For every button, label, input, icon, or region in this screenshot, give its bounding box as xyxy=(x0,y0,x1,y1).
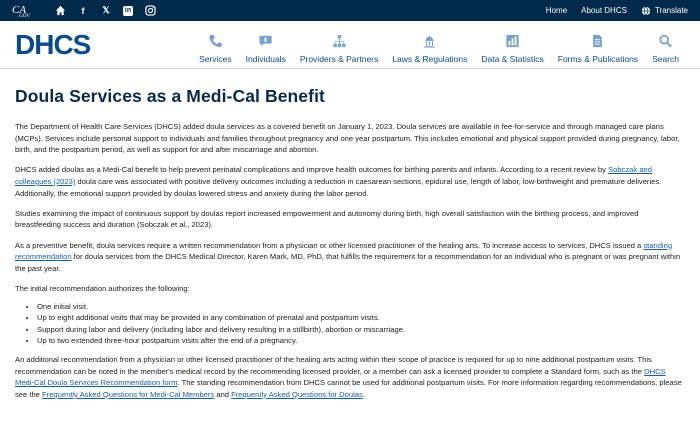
search-icon xyxy=(658,34,674,48)
x-icon[interactable]: 𝕏 xyxy=(102,5,110,15)
org-chart-icon xyxy=(331,34,347,48)
list-item: • One initial visit. xyxy=(37,301,685,312)
instagram-icon[interactable] xyxy=(144,5,156,17)
list-item: • Up to eight additional visits that may be provided in any combination of prenatal and postpartum visits. xyxy=(37,312,685,323)
social-links xyxy=(54,5,156,17)
ca-gov-logo[interactable]: CA .GOV xyxy=(12,4,31,19)
utility-bar xyxy=(0,0,700,21)
studies-paragraph: Studies examining the impact of continuous support by doulas report increased empowerment and autonomy during birth, high overall satisfaction with the birthing process, and improved breastfeeding success and duration (Sobczak et al., 2023). xyxy=(15,208,639,230)
nav-services[interactable]: Services xyxy=(192,34,239,64)
translate-button[interactable] xyxy=(641,6,688,16)
bar-chart-icon xyxy=(505,34,521,48)
sobczak-link[interactable]: Sobczak and colleagues (2023) xyxy=(15,165,652,186)
translate-label: Translate xyxy=(654,6,688,15)
globe-icon xyxy=(641,6,651,16)
intro-paragraph: The Department of Health Care Services (DHCS) added doula services as a covered benefit on January 1, 2023. Doula services are available in fee-for-service and through managed care plans (MCPs). Services include personal support to individuals and families throughout pregnancy and one year postpartum. This includes emotional and physical support provided during pregnancy, labor, birth, and the postpartum period, as well as support for and after miscarriage and abortion. xyxy=(15,122,680,155)
dhcs-logo[interactable]: DHCS xyxy=(15,28,91,60)
authorization-list xyxy=(37,301,685,346)
faq-members-link[interactable]: Frequently Asked Questions for Medi-Cal Members xyxy=(42,389,215,399)
facebook-icon[interactable]: f xyxy=(81,5,85,16)
list-item: • Up to two extended three-hour postpartum visits after the end of a pregnancy. xyxy=(37,335,685,346)
nav-data-statistics[interactable]: Data & Statistics xyxy=(474,34,550,64)
nav-laws-regulations[interactable]: Laws & Regulations xyxy=(385,34,474,64)
standing-recommendation-link[interactable]: standing recommendation xyxy=(15,240,673,262)
recommendation-form-link[interactable]: DHCS Medi-Cal Doula Services Recommendation form xyxy=(15,366,666,388)
main-content xyxy=(0,86,700,400)
site-header xyxy=(0,21,700,69)
speech-bubble-icon xyxy=(258,34,274,48)
home-link[interactable]: Home xyxy=(545,6,568,15)
document-icon xyxy=(590,34,606,48)
benefit-paragraph: DHCS added doulas as a Medi-Cal benefit to help prevent perinatal complications and improve health outcomes for birthing parents and infants. According to a recent review by Sobczak and colleagues (2023) doula care was associated with positive delivery outcomes including a reduction in caesarean sections, epidural use, length of labor, low-birthweight and premature deliveries. Additionally, the emotional support provided by doulas lowered stress and anxiety during the labor period. xyxy=(15,165,662,198)
additional-recommendation-paragraph: An additional recommendation from a physician or other licensed practitioner of the healing arts acting within their scope of practice is required for up to nine additional postpartum visits. This recommendation can be noted in the member's medical record by the recommending licensed provider, or a member can ask a licensed provider to complete a Standard form, such as the DHCS Medi-Cal Doula Services Recommendation form. The standing recommendation from DHCS cannot be used for additional postpartum visits. For more information regarding recommendations, please see the Frequently Asked Questions for Medi-Cal Members and Frequently Asked Questions for Doulas. xyxy=(15,354,682,399)
phone-icon xyxy=(207,34,223,48)
nav-providers-partners[interactable]: Providers & Partners xyxy=(293,34,385,64)
nav-forms-publications[interactable]: Forms & Publications xyxy=(551,34,645,64)
faq-doulas-link[interactable]: Frequently Asked Questions for Doulas xyxy=(231,389,363,399)
nav-search[interactable]: Search xyxy=(645,34,686,64)
recommendation-paragraph: As a preventive benefit, doula services require a written recommendation from a physician or other licensed practitioner of the healing arts. To increase access to services, DHCS issued a standing recommendation for doula services from the DHCS Medical Director, Karen Mark, MD, PhD, that fulfills the requirement for a recommendation for an individual who is pregnant or was pregnant within the past year. xyxy=(15,240,681,273)
main-nav xyxy=(192,21,686,69)
about-dhcs-link[interactable]: About DHCS xyxy=(581,6,627,15)
page-title: Doula Services as a Medi-Cal Benefit xyxy=(15,86,325,106)
nav-individuals[interactable]: Individuals xyxy=(239,34,293,64)
capitol-icon xyxy=(422,34,438,48)
list-item: • Support during labor and delivery (including labor and delivery resulting in a stillbirth), abortion or miscarriage. xyxy=(37,324,685,335)
home-icon[interactable] xyxy=(54,5,66,17)
authorization-intro: The initial recommendation authorizes the following: xyxy=(15,283,190,293)
linkedin-icon[interactable]: in xyxy=(124,7,132,14)
top-links xyxy=(546,6,688,16)
